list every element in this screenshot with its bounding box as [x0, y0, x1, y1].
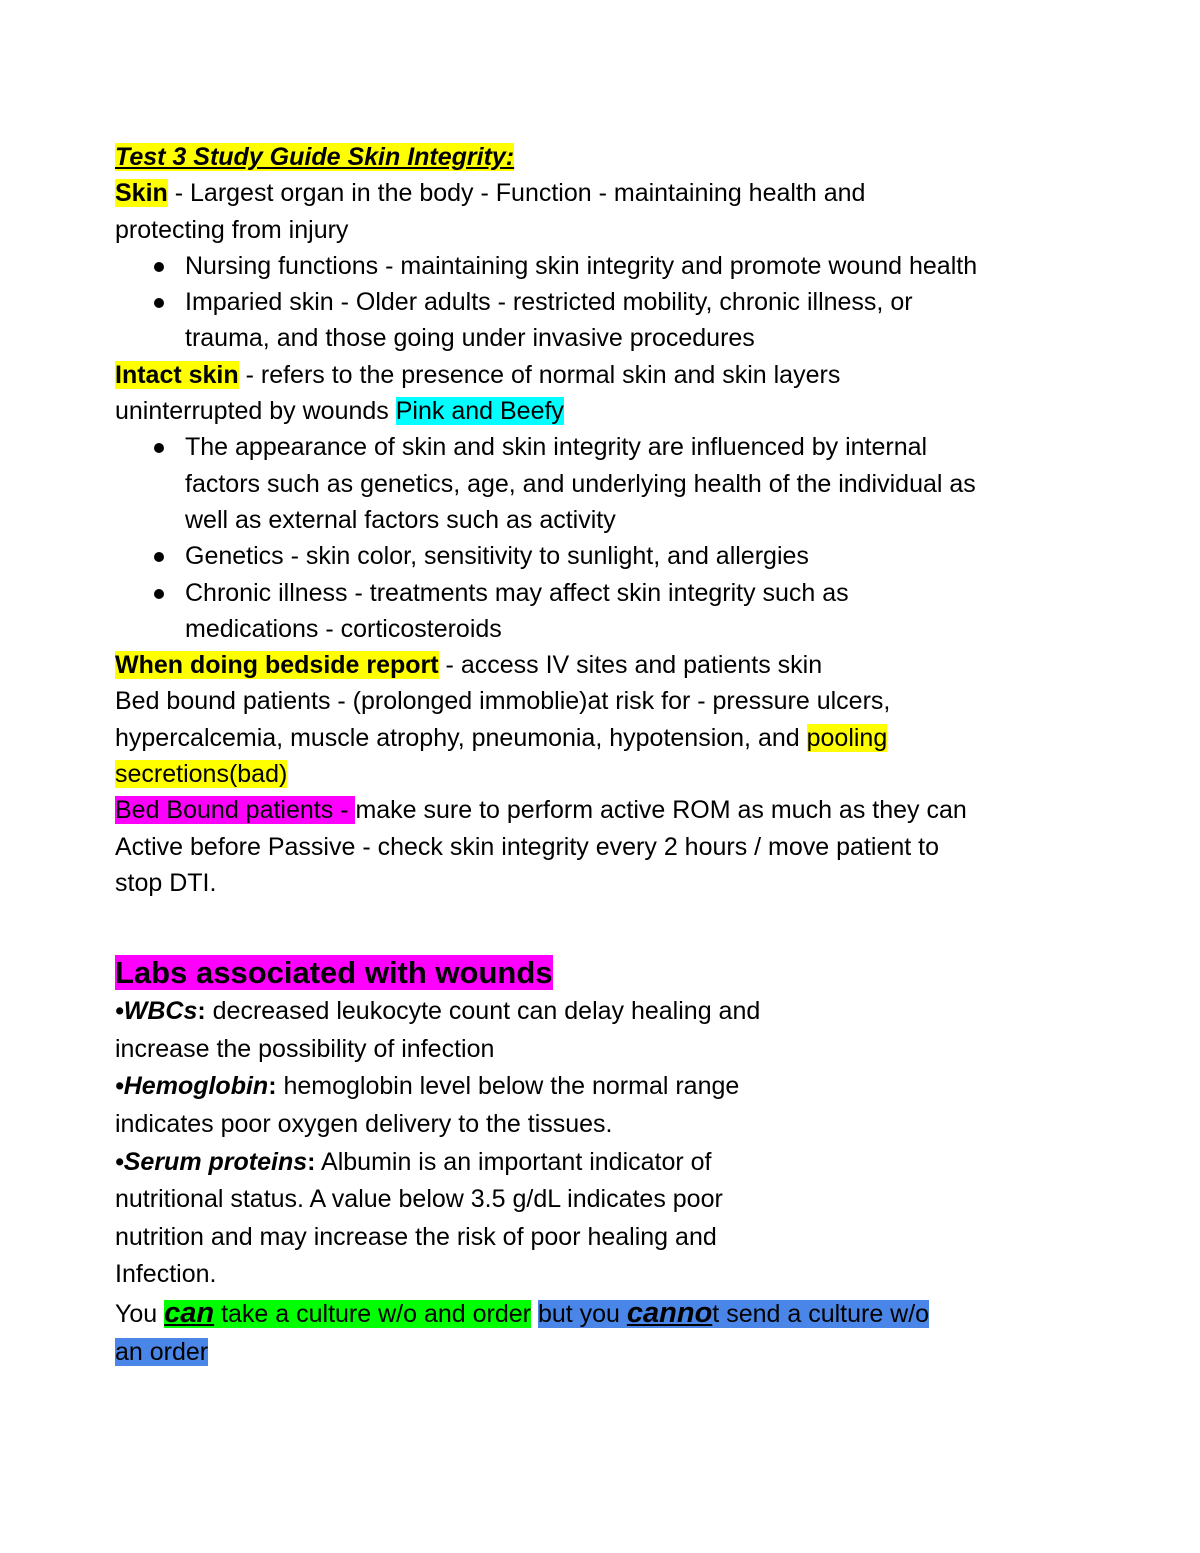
green-text: take a culture w/o and order [214, 1299, 531, 1328]
hemoglobin-colon: : [268, 1072, 277, 1101]
culture-line-2 [115, 1333, 1065, 1371]
green-highlight [164, 1296, 531, 1329]
list-item [115, 575, 1065, 648]
culture-prefix: You [115, 1299, 165, 1328]
intact-text: - refers to the presence of normal skin and skin layers [238, 360, 841, 389]
section-gap [115, 901, 1065, 953]
blue-text: t send a culture w/o [712, 1299, 930, 1328]
bedbound2-line-3: stop DTI. [115, 868, 217, 897]
bullet-icon [154, 589, 164, 599]
serum-text: Albumin is an important indicator of [315, 1147, 712, 1176]
serum-line-1 [115, 1144, 1065, 1182]
blue-highlight [537, 1296, 930, 1329]
blue-text-pre: but you [537, 1299, 627, 1328]
labs-heading-line [115, 953, 1065, 993]
bullet-text: medications - corticosteroids [185, 614, 502, 643]
cannot-emphasis: canno [626, 1296, 713, 1329]
wbc-line-1 [115, 993, 1065, 1031]
blue-highlight-2: an order [115, 1337, 209, 1366]
labs-section [115, 993, 1065, 1294]
serum-line-2: nutritional status. A value below 3.5 g/dL indicates poor [115, 1185, 723, 1214]
hemoglobin-line-2: indicates poor oxygen delivery to the tissues. [115, 1110, 613, 1139]
hemoglobin-term: •Hemoglobin [115, 1072, 269, 1101]
bedbound2-text: make sure to perform active ROM as much as they can [355, 796, 967, 825]
pooling-highlight: pooling [806, 723, 888, 752]
bullet-text: Genetics - skin color, sensitivity to sunlight, and allergies [185, 542, 809, 571]
bullet-text: Chronic illness - treatments may affect skin integrity such as [185, 578, 849, 607]
hemoglobin-line-1 [115, 1068, 1065, 1106]
bedbound-line-3 [115, 756, 1065, 792]
bedside-line [115, 647, 1065, 683]
list-item [115, 429, 1065, 538]
culture-block [115, 1294, 1065, 1371]
bedside-text: - access IV sites and patients skin [438, 651, 823, 680]
wbc-colon: : [197, 997, 206, 1026]
bedbound2-term: Bed Bound patients - [115, 796, 356, 825]
bullet-text: Nursing functions - maintaining skin integrity and promote wound health [185, 251, 978, 280]
labs-heading: Labs associated with wounds [115, 955, 553, 991]
skin-line-2: protecting from injury [115, 215, 349, 244]
intact-term: Intact skin [115, 360, 239, 389]
intact-line-1 [115, 357, 1065, 393]
serum-term: •Serum proteins [115, 1147, 308, 1176]
culture-line-1 [115, 1294, 1065, 1333]
bedbound-line-1: Bed bound patients - (prolonged immoblie)at risk for - pressure ulcers, [115, 687, 891, 716]
bullet-text: factors such as genetics, age, and underlying health of the individual as [185, 469, 976, 498]
list-item [115, 248, 1065, 284]
bullet-text: trauma, and those going under invasive procedures [185, 324, 755, 353]
culture-space [531, 1300, 538, 1328]
bullet-text: well as external factors such as activity [185, 505, 616, 534]
bullet-icon [154, 262, 164, 272]
bullet-icon [154, 298, 164, 308]
can-emphasis: can [164, 1296, 215, 1329]
intact-text-2: uninterrupted by wounds [115, 397, 396, 426]
document-title: Test 3 Study Guide Skin Integrity: [115, 143, 515, 171]
bullet-text: Imparied skin - Older adults - restricted mobility, chronic illness, or [185, 288, 913, 317]
wbc-term: •WBCs [115, 997, 198, 1026]
wbc-text: decreased leukocyte count can delay healing and [205, 997, 761, 1026]
bedbound-line-2 [115, 720, 1065, 756]
list-item [115, 538, 1065, 574]
bedside-term: When doing bedside report [115, 651, 439, 680]
skin-text: - Largest organ in the body - Function - maintaining health and [167, 179, 866, 208]
document-page [115, 139, 1065, 1371]
title-line [115, 139, 1065, 175]
bedbound2-line-2: Active before Passive - check skin integrity every 2 hours / move patient to [115, 832, 939, 861]
bullet-icon [154, 443, 164, 453]
bullet-text: The appearance of skin and skin integrity are influenced by internal [185, 433, 928, 462]
bedbound2-line-1 [115, 792, 1065, 828]
skin-term: Skin [115, 179, 168, 208]
hemoglobin-text: hemoglobin level below the normal range [276, 1072, 740, 1101]
serum-line-3: nutrition and may increase the risk of poor healing and [115, 1222, 717, 1251]
pink-beefy-highlight: Pink and Beefy [395, 397, 564, 426]
bedbound-text: hypercalcemia, muscle atrophy, pneumonia, hypotension, and [115, 723, 807, 752]
skin-line-1 [115, 175, 1065, 211]
bullet-icon [154, 552, 164, 562]
serum-line-4: Infection. [115, 1260, 217, 1289]
wbc-line-2: increase the possibility of infection [115, 1034, 495, 1063]
serum-colon: : [307, 1147, 316, 1176]
list-item [115, 284, 1065, 357]
secretions-highlight: secretions(bad) [115, 760, 288, 789]
intact-line-2 [115, 393, 1065, 429]
